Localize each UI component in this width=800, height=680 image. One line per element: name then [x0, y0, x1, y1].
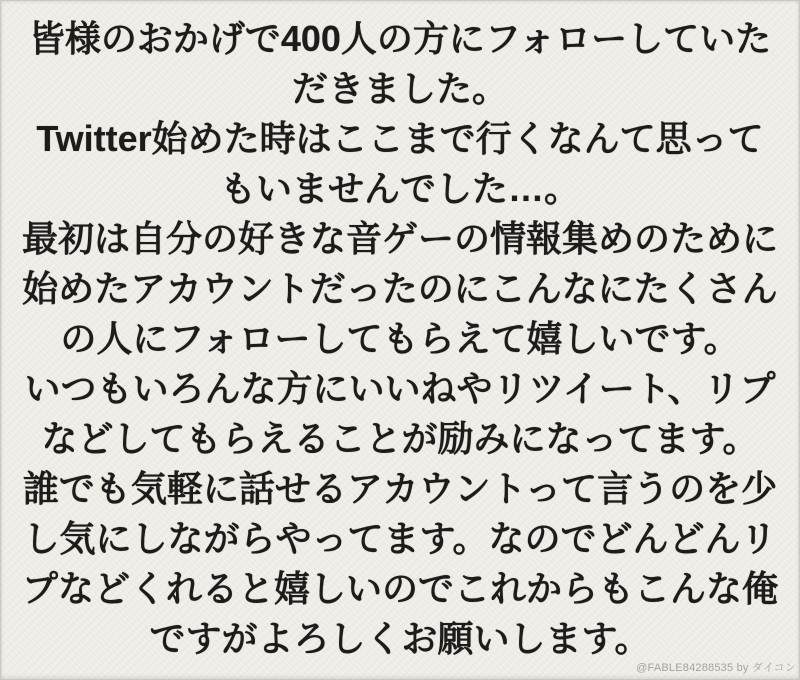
message-line-6: 始めたアカウントだったのにこんなにたくさん	[22, 268, 778, 309]
message-line-1: 皆様のおかげで400人の方にフォローしていた	[28, 18, 772, 59]
message-line-7: の人にフォローしてもらえて嬉しいです。	[60, 318, 740, 359]
message-line-4: もいませんでした…。	[219, 168, 580, 209]
message-line-10: 誰でも気軽に話せるアカウントって言うのを少	[22, 468, 778, 509]
message-line-3: Twitter始めた時はここまで行くなんて思って	[36, 118, 764, 159]
message-line-2: だきました。	[291, 68, 508, 109]
message-line-11: し気にしながらやってます。なのでどんどんリ	[23, 518, 777, 559]
message-line-13: ですがよろしくお願いします。	[149, 618, 651, 659]
message-line-9: などしてもらえることが励みになってます。	[41, 418, 759, 459]
message-line-8: いつもいろんな方にいいねやリツイート、リプ	[24, 368, 776, 409]
watermark-credit: @FABLE84288535 by ダイコン	[636, 662, 796, 674]
message-line-12: プなどくれると嬉しいのでこれからもこんな俺	[21, 568, 778, 609]
message-line-5: 最初は自分の好きな音ゲーの情報集めのために	[21, 218, 778, 259]
